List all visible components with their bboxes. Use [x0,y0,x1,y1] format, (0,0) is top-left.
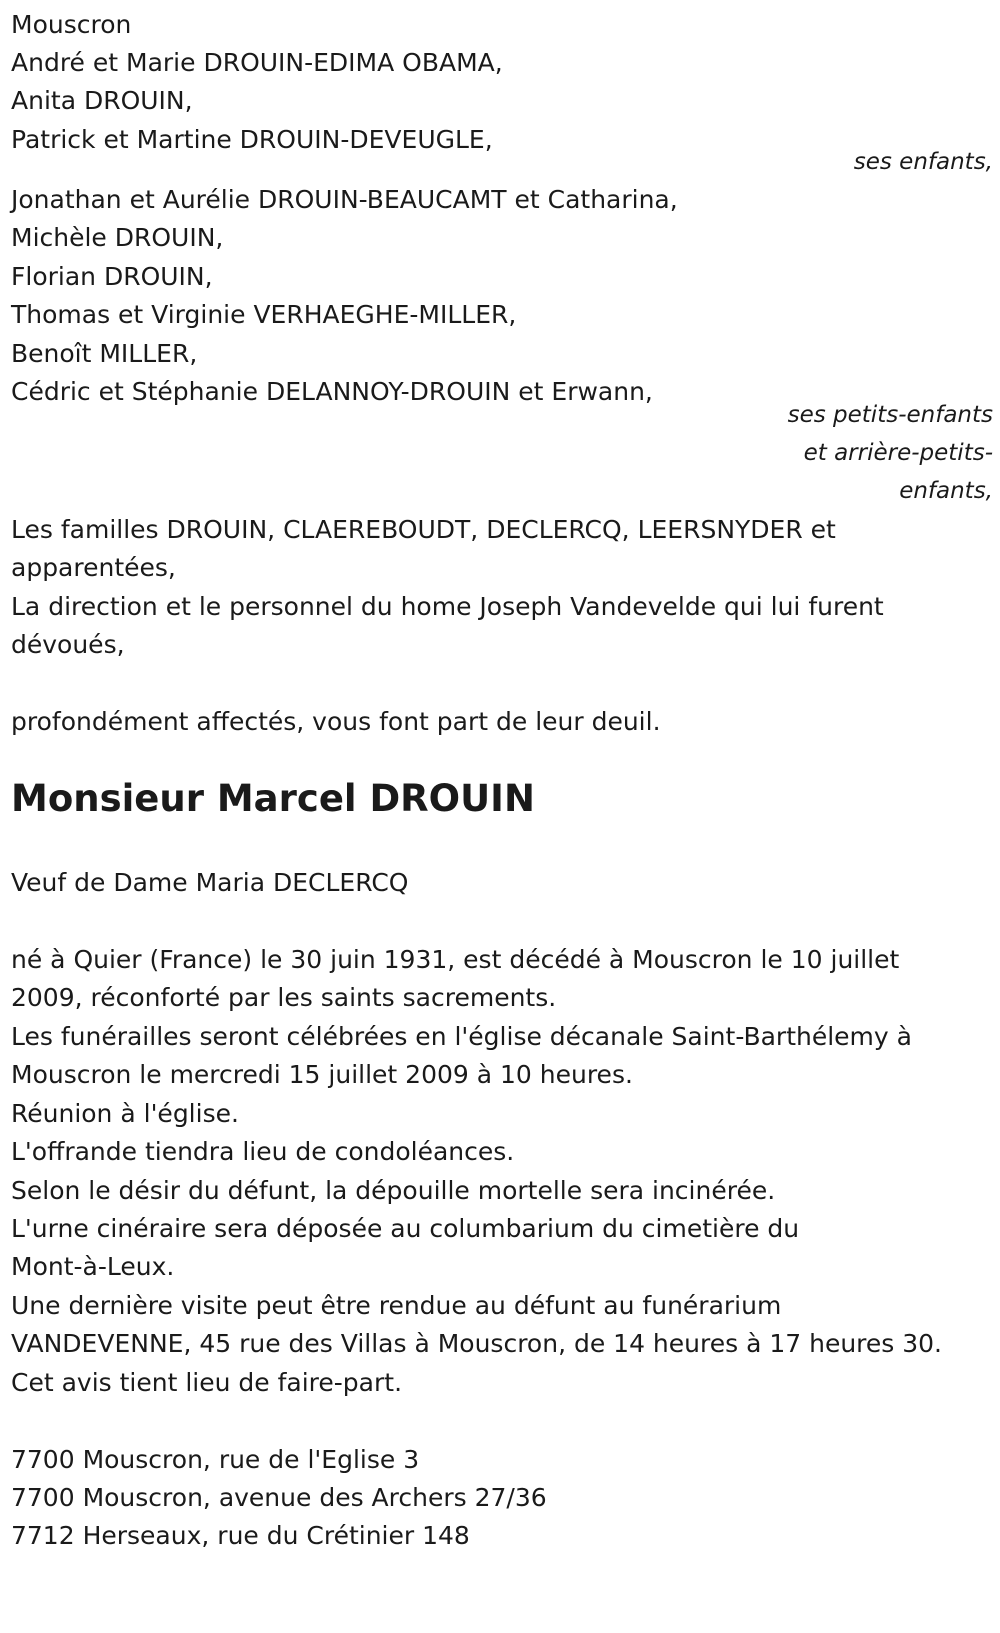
grandchildren-role-line: enfants, [899,478,993,504]
child-line: André et Marie DROUIN-EDIMA OBAMA, [11,48,503,77]
detail-line: L'urne cinéraire sera déposée au columbarium du cimetière du [11,1214,800,1243]
grandchildren-role-line: ses petits-enfants [787,402,993,428]
detail-line: né à Quier (France) le 30 juin 1931, est décédé à Mouscron le 10 juillet [11,945,900,974]
announcement: profondément affectés, vous font part de leur deuil. [11,707,661,736]
address-line: 7700 Mouscron, avenue des Archers 27/36 [11,1483,547,1512]
detail-line: Selon le désir du défunt, la dépouille mortelle sera incinérée. [11,1176,776,1205]
child-line: Patrick et Martine DROUIN-DEVEUGLE, [11,125,493,154]
widower-line: Veuf de Dame Maria DECLERCQ [11,868,409,897]
families-line: apparentées, [11,553,176,582]
detail-line: Cet avis tient lieu de faire-part. [11,1368,403,1397]
child-line: Anita DROUIN, [11,86,193,115]
deceased-name: Monsieur Marcel DROUIN [11,777,535,820]
place-line: Mouscron [11,10,132,39]
detail-line: Les funérailles seront célébrées en l'église décanale Saint-Barthélemy à [11,1022,912,1051]
detail-line: L'offrande tiendra lieu de condoléances. [11,1137,515,1166]
address-line: 7700 Mouscron, rue de l'Eglise 3 [11,1445,420,1474]
grandchildren-role-line: et arrière-petits- [803,440,993,466]
detail-line: Mouscron le mercredi 15 juillet 2009 à 10 heures. [11,1060,633,1089]
staff-line: dévoués, [11,630,125,659]
address-line: 7712 Herseaux, rue du Crétinier 148 [11,1521,470,1550]
detail-line: Mont-à-Leux. [11,1252,175,1281]
detail-line: Réunion à l'église. [11,1099,239,1128]
grandchild-line: Cédric et Stéphanie DELANNOY-DROUIN et Erwann, [11,377,653,406]
grandchild-line: Michèle DROUIN, [11,223,224,252]
detail-line: 2009, réconforté par les saints sacrements. [11,983,557,1012]
grandchild-line: Benoît MILLER, [11,339,198,368]
children-role: ses enfants, [853,149,993,175]
grandchild-line: Florian DROUIN, [11,262,213,291]
grandchild-line: Thomas et Virginie VERHAEGHE-MILLER, [11,300,517,329]
staff-line: La direction et le personnel du home Joseph Vandevelde qui lui furent [11,592,884,621]
grandchild-line: Jonathan et Aurélie DROUIN-BEAUCAMT et Catharina, [11,185,678,214]
detail-line: Une dernière visite peut être rendue au défunt au funérarium [11,1291,782,1320]
families-line: Les familles DROUIN, CLAEREBOUDT, DECLERCQ, LEERSNYDER et [11,515,836,544]
detail-line: VANDEVENNE, 45 rue des Villas à Mouscron, de 14 heures à 17 heures 30. [11,1329,943,1358]
